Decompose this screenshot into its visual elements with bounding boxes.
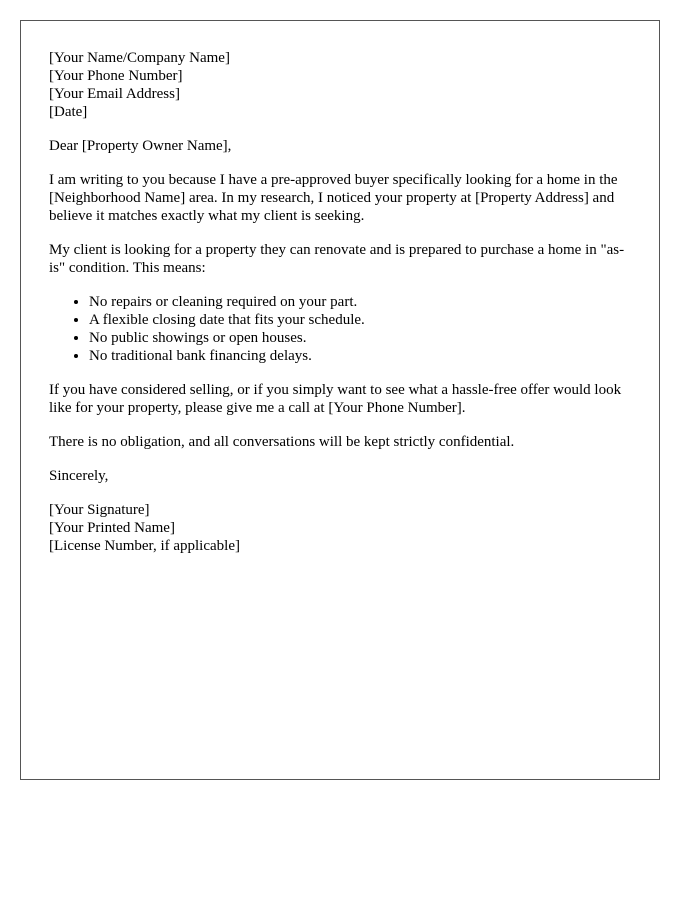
sender-name: [Your Name/Company Name]	[49, 50, 230, 66]
letter-body	[49, 49, 639, 555]
license-number: [License Number, if applicable]	[49, 538, 240, 554]
call-to-action-paragraph: If you have considered selling, or if you simply want to see what a hassle-free offer would look like for your property, please give me a call at [Your Phone Number].	[49, 382, 622, 416]
sender-block	[49, 49, 639, 121]
intro-paragraph: I am writing to you because I have a pre-approved buyer specifically looking for a home in the [Neighborhood Name] area. In my research, I noticed your property at [Property Address] and believe it matches exactly what my client is seeking.	[49, 172, 618, 224]
confidentiality-paragraph: There is no obligation, and all conversations will be kept strictly confidential.	[49, 434, 515, 450]
closing: Sincerely,	[49, 468, 109, 484]
salutation: Dear [Property Owner Name],	[49, 138, 232, 154]
printed-name: [Your Printed Name]	[49, 520, 175, 536]
letter-date: [Date]	[49, 104, 88, 120]
sender-phone: [Your Phone Number]	[49, 68, 183, 84]
letter-page	[20, 20, 660, 780]
signature-block	[49, 501, 639, 555]
condition-paragraph: My client is looking for a property they can renovate and is prepared to purchase a home in "as-is" condition. This means:	[49, 242, 625, 276]
benefits-list	[49, 293, 639, 365]
benefit-item: • No public showings or open houses.	[89, 329, 639, 347]
benefit-item: • A flexible closing date that fits your schedule.	[89, 311, 639, 329]
benefit-item: • No repairs or cleaning required on your part.	[89, 293, 639, 311]
sender-email: [Your Email Address]	[49, 86, 180, 102]
benefit-item: • No traditional bank financing delays.	[89, 347, 639, 365]
signature-line: [Your Signature]	[49, 502, 150, 518]
